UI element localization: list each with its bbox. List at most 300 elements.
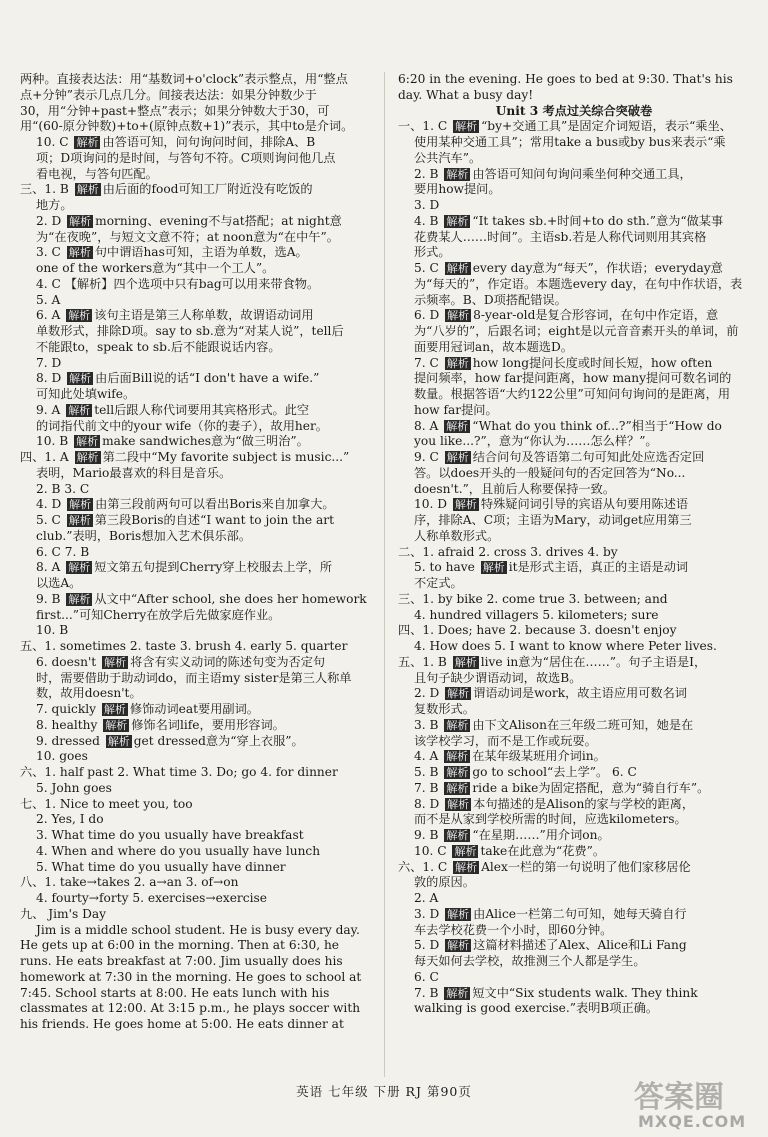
answer-line bbox=[398, 765, 750, 781]
answer-line bbox=[20, 403, 372, 419]
answer-text: 由下文Alison在三年级二班可知，她是在 bbox=[472, 717, 694, 732]
answer-number: 6. doesn't bbox=[36, 654, 101, 669]
answer-line bbox=[398, 277, 750, 293]
answer-text: 4. C 【解析】四个选项中只有bag可以用来带食物。 bbox=[36, 276, 320, 291]
answer-line bbox=[20, 781, 372, 797]
answer-text: He gets up at 6:00 in the morning. Then at 6:30, he bbox=[20, 938, 340, 953]
answer-line bbox=[20, 135, 372, 151]
answer-line bbox=[398, 513, 750, 529]
analysis-tag: 解析 bbox=[446, 356, 469, 370]
answer-text: 特殊疑问词引导的宾语从句要用陈述语 bbox=[480, 497, 689, 512]
answer-line bbox=[20, 529, 372, 545]
answer-number: 4. A bbox=[414, 749, 443, 764]
answer-text: 4. How does 5. I want to know where Peter lives. bbox=[414, 639, 717, 653]
answer-text: classmates at 12:00. At 3:15 p.m., he plays soccer with bbox=[20, 1001, 361, 1016]
analysis-tag: 解析 bbox=[446, 829, 469, 842]
answer-text: every day意为“每天”，作状语；everyday意 bbox=[472, 261, 723, 275]
answer-number: 5. C bbox=[36, 513, 65, 527]
answer-number: 5. B bbox=[414, 765, 443, 779]
answer-text: 由答语可知问句询问乘坐何种交通工具， bbox=[472, 166, 692, 181]
answer-line bbox=[20, 639, 372, 655]
answer-text: 表明，Mario最喜欢的科目是音乐。 bbox=[36, 465, 232, 480]
answer-line bbox=[398, 324, 750, 340]
answer-text: 5. A bbox=[36, 292, 61, 307]
answer-line bbox=[398, 592, 750, 608]
answer-text: 句中谓语has可知，主语为单数，选A。 bbox=[94, 245, 308, 260]
answer-text: ride a bike为固定搭配，意为“骑自行车”。 bbox=[472, 780, 710, 795]
answer-line bbox=[20, 797, 372, 813]
answer-number: 8. D bbox=[36, 371, 66, 386]
answer-text: club.”表明，Boris想加入艺术俱乐部。 bbox=[36, 528, 252, 543]
answer-line bbox=[20, 198, 372, 214]
answer-line bbox=[20, 1017, 372, 1033]
answer-text: 的词指代前文中的your wife（你的妻子），故用her。 bbox=[36, 418, 328, 433]
answer-number: 9. dressed bbox=[36, 733, 104, 748]
answer-text: 公共汽车”。 bbox=[414, 150, 482, 165]
answer-text: 5. What time do you usually have dinner bbox=[36, 859, 286, 874]
answer-text: 车去学校花费一个小时，即60分钟。 bbox=[414, 922, 613, 937]
answer-line bbox=[398, 434, 750, 450]
analysis-tag: 解析 bbox=[68, 561, 91, 575]
answer-text: 面要用冠词an，故本题选D。 bbox=[414, 339, 573, 354]
analysis-tag: 解析 bbox=[68, 246, 91, 260]
answer-line bbox=[398, 639, 750, 655]
answer-number: 9. A bbox=[36, 402, 65, 417]
answer-text: 第二段中“My favorite subject is music...” bbox=[102, 450, 350, 464]
analysis-tag: 解析 bbox=[454, 498, 477, 512]
right-column bbox=[398, 72, 750, 1017]
answer-number: 7. C bbox=[414, 355, 443, 370]
answer-text: morning、evening不与at搭配；at night意 bbox=[95, 213, 342, 228]
answer-line bbox=[20, 293, 372, 309]
analysis-tag: 解析 bbox=[455, 860, 478, 874]
answer-line bbox=[398, 403, 750, 419]
answer-text: 时，需要借助于助动词do，而主语my sister是第三人称单 bbox=[36, 670, 352, 685]
answer-text: 为“八岁的”，后跟名词；eight是以元音音素开头的单词，前 bbox=[414, 324, 739, 338]
answer-text: 数量。根据答语“大约122公里”可知问句询问的是距离，用 bbox=[414, 387, 731, 401]
watermark-logo bbox=[634, 1082, 754, 1130]
answer-line bbox=[20, 1001, 372, 1017]
answer-line bbox=[398, 230, 750, 246]
answer-line bbox=[398, 308, 750, 324]
answer-line bbox=[20, 765, 372, 781]
answer-line bbox=[20, 356, 372, 372]
analysis-tag: 解析 bbox=[455, 120, 478, 134]
analysis-tag: 解析 bbox=[103, 703, 126, 716]
answer-text: 由答语可知，问句询问时间，排除A、B bbox=[102, 135, 316, 149]
answer-text: 五、1. sometimes 2. taste 3. brush 4. early 5. quarter bbox=[20, 639, 348, 653]
answer-line bbox=[398, 419, 750, 435]
answer-line bbox=[398, 875, 750, 891]
answer-line bbox=[398, 560, 750, 576]
answer-line bbox=[20, 891, 372, 907]
answer-number: 8. A bbox=[414, 418, 443, 433]
analysis-tag: 解析 bbox=[454, 655, 477, 669]
answer-line bbox=[398, 923, 750, 939]
section-title bbox=[398, 104, 750, 120]
answer-text: 4. fourty→forty 5. exercises→exercise bbox=[36, 891, 267, 905]
analysis-tag: 解析 bbox=[447, 939, 470, 953]
analysis-tag: 解析 bbox=[446, 750, 469, 764]
analysis-tag: 解析 bbox=[104, 655, 127, 669]
answer-text: 不定式。 bbox=[414, 576, 463, 590]
analysis-tag: 解析 bbox=[69, 214, 92, 228]
answer-number: 2. D bbox=[414, 686, 444, 701]
answer-number: 3. B bbox=[414, 717, 443, 732]
answer-line bbox=[398, 797, 750, 813]
answer-text: 要用how提问。 bbox=[414, 182, 501, 197]
analysis-tag: 解析 bbox=[68, 403, 91, 417]
analysis-tag: 解析 bbox=[446, 214, 469, 228]
answer-number: 5. C bbox=[414, 261, 443, 275]
answer-text: 短文第五句提到Cherry穿上校服去上学，所 bbox=[94, 560, 333, 575]
answer-text: 点+分钟”表示几点几分。间接表达法：如果分钟数少于 bbox=[20, 87, 317, 102]
answer-text: it是形式主语，真正的主语是动词 bbox=[508, 560, 689, 575]
answer-text: 由第三段前两句可以看出Boris来自加拿大。 bbox=[95, 497, 335, 512]
answer-text: one of the workers意为“其中一个工人”。 bbox=[36, 261, 275, 275]
answer-text: 不能跟to，speak to sb.后不能跟说话内容。 bbox=[36, 339, 281, 354]
answer-line bbox=[398, 497, 750, 513]
answer-line bbox=[398, 718, 750, 734]
answer-line bbox=[398, 119, 750, 135]
answer-line bbox=[398, 151, 750, 167]
answer-number: 7. quickly bbox=[36, 702, 100, 716]
answer-text: day. What a busy day! bbox=[398, 87, 534, 102]
answer-text: 看电视，与答句匹配。 bbox=[36, 166, 158, 181]
answer-text: 第三段Boris的自述“I want to join the art bbox=[94, 513, 335, 527]
answer-text: go to school“去上学”。 6. C bbox=[472, 765, 637, 779]
answer-text: 可知此处填wife。 bbox=[36, 387, 136, 401]
answer-line bbox=[20, 371, 372, 387]
analysis-tag: 解析 bbox=[68, 592, 91, 606]
answer-line bbox=[398, 970, 750, 986]
answer-line bbox=[398, 749, 750, 765]
answer-text: 2. Yes, I do bbox=[36, 812, 104, 827]
answer-line bbox=[398, 623, 750, 639]
answer-line bbox=[398, 576, 750, 592]
answer-text: 为“在夜晚”，与短文文意不符；at noon意为“在中午”。 bbox=[36, 229, 339, 244]
answer-number: 三、1. B bbox=[20, 182, 73, 197]
answer-line bbox=[398, 891, 750, 907]
answer-text: Unit 3 考点过关综合突破卷 bbox=[495, 103, 653, 118]
answer-text: 本句描述的是Alison的家与学校的距离， bbox=[473, 796, 695, 811]
answer-line bbox=[20, 828, 372, 844]
answer-line bbox=[398, 482, 750, 498]
answer-text: 4. hundred villagers 5. kilometers; sure bbox=[414, 607, 659, 622]
answer-line bbox=[20, 986, 372, 1002]
answer-number: 五、1. B bbox=[398, 654, 451, 669]
answer-line bbox=[398, 371, 750, 387]
answer-text: how long提问长度或时间长短，how often bbox=[472, 355, 713, 370]
answer-line bbox=[20, 749, 372, 765]
answer-text: 项；D项询问的是时间，与答句不符。C项则询问他几点 bbox=[36, 150, 336, 165]
answer-text: 敦的原因。 bbox=[414, 875, 475, 890]
answer-line bbox=[20, 230, 372, 246]
answer-line bbox=[398, 466, 750, 482]
answer-text: 人称单数形式。 bbox=[414, 528, 500, 543]
answer-line bbox=[20, 182, 372, 198]
answer-line bbox=[20, 970, 372, 986]
answer-text: first...”可知Cherry在放学后先做家庭作业。 bbox=[36, 607, 281, 622]
answer-text: 且句子缺少谓语动词，故选B。 bbox=[414, 670, 582, 685]
answer-text: 序，排除A、C项；主语为Mary，动词get应用第三 bbox=[414, 513, 692, 527]
answer-line bbox=[20, 844, 372, 860]
answer-line bbox=[398, 261, 750, 277]
answer-text: 7:45. School starts at 8:00. He eats lunch with his bbox=[20, 985, 330, 1000]
answer-line bbox=[398, 387, 750, 403]
answer-text: 3. D bbox=[414, 198, 440, 212]
answer-text: 由后面的food可知工厂附近没有吃饭的 bbox=[102, 182, 313, 197]
answer-line bbox=[20, 938, 372, 954]
answer-text: make sandwiches意为“做三明治”。 bbox=[102, 434, 309, 449]
answer-line bbox=[20, 875, 372, 891]
answer-text: 8-year-old是复合形容词，在句中作定语，意 bbox=[473, 308, 719, 323]
answer-line bbox=[20, 434, 372, 450]
answer-number: 5. D bbox=[414, 938, 444, 953]
answer-line bbox=[20, 907, 372, 923]
analysis-tag: 解析 bbox=[76, 451, 99, 464]
answer-text: 使用某种交通工具”；常用take a bus或by bus来表示“乘 bbox=[414, 135, 726, 149]
answer-line bbox=[20, 214, 372, 230]
answer-text: 示频率。B、D项搭配错误。 bbox=[414, 292, 567, 307]
answer-text: 这篇材料描述了Alex、Alice和Li Fang bbox=[473, 938, 687, 953]
answer-text: you like...?”，意为“你认为……怎么样？”。 bbox=[414, 434, 658, 449]
answer-number: 六、1. C bbox=[398, 859, 452, 874]
answer-line bbox=[20, 671, 372, 687]
answer-line bbox=[20, 104, 372, 120]
answer-line bbox=[20, 954, 372, 970]
left-column bbox=[20, 72, 372, 1033]
answer-text: get dressed意为“穿上衣服”。 bbox=[133, 733, 304, 748]
answer-line bbox=[20, 324, 372, 340]
answer-text: 2. B 3. C bbox=[36, 481, 90, 496]
column-divider bbox=[384, 72, 385, 1077]
answer-line bbox=[398, 529, 750, 545]
answer-line bbox=[20, 686, 372, 702]
answer-line bbox=[20, 608, 372, 624]
answer-line bbox=[398, 781, 750, 797]
analysis-tag: 解析 bbox=[446, 167, 469, 181]
answer-text: tell后跟人称代词要用其宾格形式。此空 bbox=[94, 402, 310, 417]
answer-number: 9. B bbox=[36, 591, 65, 606]
answer-line bbox=[398, 938, 750, 954]
answer-text: 10. goes bbox=[36, 749, 88, 764]
analysis-tag: 解析 bbox=[76, 136, 99, 149]
answer-line bbox=[398, 608, 750, 624]
answer-number: 3. C bbox=[36, 245, 65, 260]
answer-text: runs. He eats breakfast at 7:00. Jim usually does his bbox=[20, 954, 343, 968]
answer-line bbox=[20, 860, 372, 876]
answer-text: doesn't.”，且前后人称要保持一致。 bbox=[414, 481, 616, 496]
answer-number: 9. B bbox=[414, 828, 443, 842]
answer-number: 6. D bbox=[414, 308, 444, 323]
answer-number: 8. healthy bbox=[36, 717, 102, 732]
analysis-tag: 解析 bbox=[447, 907, 470, 921]
answer-number: 四、1. A bbox=[20, 450, 73, 464]
analysis-tag: 解析 bbox=[447, 309, 470, 323]
answer-number: 2. B bbox=[414, 166, 443, 181]
answer-text: 将含有实义动词的陈述句变为否定句 bbox=[130, 654, 326, 669]
answer-text: 答。以does开头的一般疑问句的否定回答为“No... bbox=[414, 465, 686, 480]
analysis-tag: 解析 bbox=[68, 309, 91, 323]
answer-line bbox=[398, 860, 750, 876]
answer-line bbox=[398, 828, 750, 844]
answer-line bbox=[398, 167, 750, 183]
answer-text: 而不是从家到学校所需的时间，应选kilometers。 bbox=[414, 812, 687, 827]
answer-line bbox=[398, 1001, 750, 1017]
answer-text: 10. B bbox=[36, 623, 69, 638]
answer-text: 为“每天的”，作定语。本题选every day，在句中作状语，表 bbox=[414, 276, 743, 291]
answer-text: 提问频率，how far提问距离，how many提问可数名词的 bbox=[414, 371, 732, 386]
answer-number: 8. D bbox=[414, 796, 444, 811]
answer-line bbox=[398, 450, 750, 466]
answer-number: 10. B bbox=[36, 434, 73, 449]
answer-text: Jim is a middle school student. He is busy every day. bbox=[36, 922, 360, 937]
answer-text: 6. C 7. B bbox=[36, 544, 90, 559]
answer-text: “在星期……”用介词on。 bbox=[472, 828, 610, 842]
answer-text: how far提问。 bbox=[414, 402, 498, 417]
answer-line bbox=[398, 954, 750, 970]
watermark-url: MXQE.COM bbox=[638, 1112, 747, 1131]
answer-line bbox=[398, 293, 750, 309]
answer-line bbox=[398, 72, 750, 88]
answer-line bbox=[20, 450, 372, 466]
answer-text: 修饰动词eat要用副词。 bbox=[129, 702, 259, 716]
analysis-tag: 解析 bbox=[446, 766, 469, 779]
answer-text: 从文中“After school, she does her homework bbox=[94, 591, 367, 606]
answer-line bbox=[20, 560, 372, 576]
answer-text: homework at 7:30 in the morning. He goes to school at bbox=[20, 969, 362, 984]
answer-line bbox=[20, 308, 372, 324]
answer-text: 数，故用doesn't。 bbox=[36, 686, 142, 701]
answer-line bbox=[20, 623, 372, 639]
answer-text: 形式。 bbox=[414, 245, 451, 260]
analysis-tag: 解析 bbox=[482, 561, 505, 575]
answer-number: 5. to have bbox=[414, 560, 479, 575]
answer-line bbox=[398, 135, 750, 151]
answer-line bbox=[20, 576, 372, 592]
answer-line bbox=[398, 844, 750, 860]
answer-text: 4. When and where do you usually have lunch bbox=[36, 843, 321, 858]
answer-number: 4. B bbox=[414, 213, 443, 228]
analysis-tag: 解析 bbox=[454, 844, 477, 858]
answer-text: 由后面Bill说的话“I don't have a wife.” bbox=[95, 371, 320, 386]
answer-line bbox=[398, 907, 750, 923]
answer-number: 10. C bbox=[414, 843, 451, 858]
page-footer: 英语 七年级 下册 RJ 第90页 bbox=[296, 1084, 472, 1099]
answer-text: 6. C bbox=[414, 969, 439, 984]
answer-line bbox=[20, 340, 372, 356]
watermark-text: 答案圈 bbox=[634, 1080, 724, 1115]
answer-text: 该学校学习，而不是工作或玩耍。 bbox=[414, 733, 597, 748]
answer-text: live in意为“居住在……”。句子主语是I， bbox=[480, 654, 707, 669]
answer-number: 10. D bbox=[414, 497, 451, 512]
answer-line bbox=[20, 261, 372, 277]
analysis-tag: 解析 bbox=[69, 372, 92, 386]
analysis-tag: 解析 bbox=[68, 514, 91, 527]
answer-line bbox=[20, 655, 372, 671]
answer-text: Alex一栏的第一句说明了他们家移居伦 bbox=[481, 859, 691, 874]
answer-line bbox=[20, 513, 372, 529]
answer-line bbox=[20, 592, 372, 608]
answer-text: 结合问句及答语第二句可知此处应选否定回 bbox=[472, 450, 705, 464]
answer-text: 四、1. Does; have 2. because 3. doesn't enjoy bbox=[398, 623, 677, 638]
answer-text: 5. John goes bbox=[36, 780, 112, 795]
answer-line bbox=[20, 245, 372, 261]
analysis-tag: 解析 bbox=[446, 262, 469, 275]
answer-line bbox=[20, 812, 372, 828]
answer-number: 3. D bbox=[414, 906, 444, 921]
answer-text: 短文中“Six students walk. They think bbox=[472, 985, 698, 1000]
answer-number: 7. B bbox=[414, 985, 443, 1000]
answer-text: 由Alice一栏第二句可知，她每天骑自行 bbox=[473, 906, 687, 921]
answer-text: 二、1. afraid 2. cross 3. drives 4. by bbox=[398, 544, 618, 559]
answer-line bbox=[20, 923, 372, 939]
answer-line bbox=[398, 245, 750, 261]
analysis-tag: 解析 bbox=[446, 718, 469, 732]
analysis-tag: 解析 bbox=[76, 435, 99, 449]
analysis-tag: 解析 bbox=[447, 797, 470, 811]
answer-number: 8. A bbox=[36, 560, 65, 575]
answer-text: 九、 Jim's Day bbox=[20, 906, 106, 921]
answer-text: “It takes sb.+时间+to do sth.”意为“做某事 bbox=[472, 213, 724, 228]
answer-line bbox=[398, 671, 750, 687]
answer-line bbox=[20, 482, 372, 498]
answer-line bbox=[20, 466, 372, 482]
answer-line bbox=[20, 497, 372, 513]
answer-line bbox=[20, 387, 372, 403]
answer-line bbox=[20, 72, 372, 88]
analysis-tag: 解析 bbox=[446, 419, 469, 433]
answer-text: 30，用“分钟+past+整点”表示；如果分钟数大于30，可 bbox=[20, 103, 330, 118]
answer-text: 两种。直接表达法：用“基数词+o'clock”表示整点，用“整点 bbox=[20, 72, 348, 86]
answer-line bbox=[20, 718, 372, 734]
answer-text: 6:20 in the evening. He goes to bed at 9:30. That's his bbox=[398, 72, 733, 86]
answer-line bbox=[20, 119, 372, 135]
answer-line bbox=[398, 88, 750, 104]
answer-line bbox=[398, 986, 750, 1002]
analysis-tag: 解析 bbox=[447, 687, 470, 701]
answer-text: 2. A bbox=[414, 891, 439, 905]
answer-line bbox=[398, 545, 750, 561]
answer-line bbox=[398, 686, 750, 702]
answer-text: 复数形式。 bbox=[414, 702, 475, 716]
answer-text: 三、1. by bike 2. come true 3. between; and bbox=[398, 591, 668, 606]
answer-text: 该句主语是第三人称单数，故谓语动词用 bbox=[94, 308, 314, 323]
answer-text: “What do you think of...?”相当于“How do bbox=[472, 418, 722, 433]
answer-line bbox=[398, 356, 750, 372]
answer-text: 七、1. Nice to meet you, too bbox=[20, 796, 193, 811]
answer-number: 10. C bbox=[36, 135, 73, 149]
answer-line bbox=[398, 812, 750, 828]
answer-text: 谓语动词是work，故主语应用可数名词 bbox=[473, 686, 687, 701]
answer-text: 每天如何去学校，故推测三个人都是学生。 bbox=[414, 954, 646, 968]
answer-text: take在此意为“花费”。 bbox=[480, 843, 606, 858]
analysis-tag: 解析 bbox=[446, 781, 469, 795]
answer-line bbox=[398, 182, 750, 198]
answer-text: 以选A。 bbox=[36, 576, 82, 590]
answer-line bbox=[398, 214, 750, 230]
answer-line bbox=[20, 277, 372, 293]
answer-text: 修饰名词life，要用形容词。 bbox=[131, 717, 285, 732]
analysis-tag: 解析 bbox=[446, 986, 469, 1000]
answer-text: 花费某人……时间”。主语sb.若是人称代词则用其宾格 bbox=[414, 229, 707, 244]
answer-text: walking is good exercise.”表明B项正确。 bbox=[414, 1001, 659, 1016]
answer-line bbox=[398, 734, 750, 750]
answer-text: 用“(60-原分钟数)+to+(原钟点数+1)”表示，其中to是介词。 bbox=[20, 119, 354, 134]
answer-line bbox=[398, 702, 750, 718]
analysis-tag: 解析 bbox=[446, 451, 469, 464]
